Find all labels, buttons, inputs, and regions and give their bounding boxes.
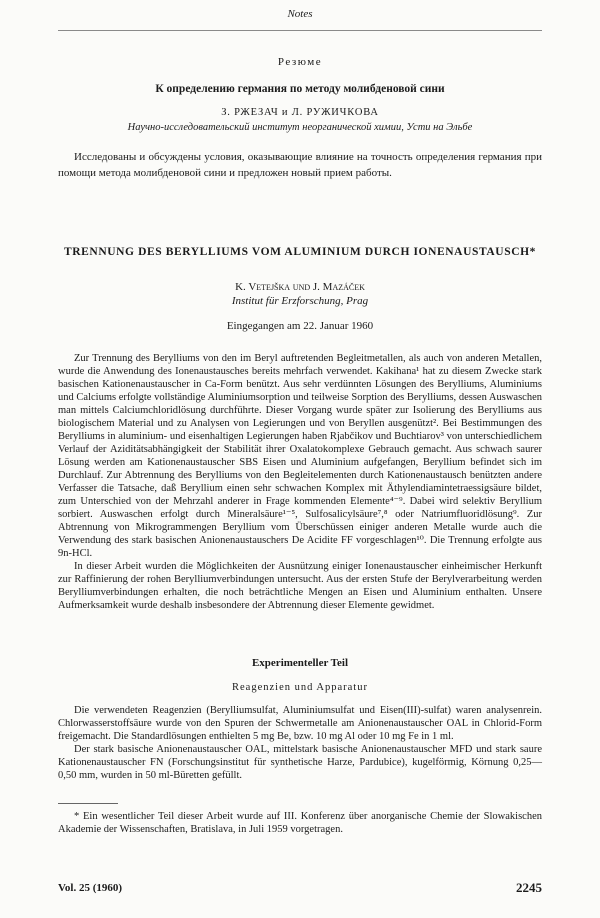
header-rule xyxy=(58,30,542,31)
body-paragraph: In dieser Arbeit wurden die Möglichkeiten der Ausnützung einiger Ionenaustauscher einheimischer Herkunft zur Raffinierung der rohen Berylliumverbindungen untersucht. Aus der ersten Stufe der Berylverarbeitung werden Berylliumverbindungen erhalten, die noch beträchtliche Mengen an Eisen und Aluminium enthalten. Unsere Aufmerksamkeit wurde deshalb insbesondere der Abtrennung dieser Elemente gewidmet. xyxy=(58,561,542,611)
article-institute: Institut für Erzforschung, Prag xyxy=(231,295,369,307)
resume-authors: З. РЖЕЗАЧ и Л. РУЖИЧКОВА xyxy=(221,107,379,118)
footnote-rule xyxy=(58,803,118,804)
article-title: TRENNUNG DES BERYLLIUMS VOM ALUMINIUM DURCH IONENAUSTAUSCH* xyxy=(63,246,537,258)
page-number: 2245 xyxy=(516,880,542,895)
subsection-heading: Reagenzien und Apparatur xyxy=(232,682,368,693)
resume-heading: Резюме xyxy=(277,56,323,68)
resume-abstract: Исследованы и обсуждены условия, оказывающие влияние на точность определения германия при помощи метода молибденовой сини и предложен новый прием работы. xyxy=(58,151,542,179)
body-paragraph: Zur Trennung des Berylliums von den im Beryl auftretenden Begleitmetallen, als auch von anderen Metallen, wurde die Anwendung des Ionenaustausches bereits mehrfach verwendet. Kakihana¹ hat zu diesem Zwecke stark basischen Kationenaustauscher in Ca-Form benützt. Aus sehr verdünnten Lösungen des Berylliums, Aluminiums und Calciums erfolgte vollständige Aluminiumsorption und teilweise Sorption des Berylliums, dessen Auswaschen man mittels Calciumchloridlösung durchführte. Dieser Vorgang wurde später zur Isolierung des Berylliums aus biologischem Material und zu Analysen von Legierungen und von Beryllen ausgenützt². Bei Bestimmungen des Berylliums in aluminium- und eisenhaltigen Legierungen haben Rjabčikov und Buchtiarov³ von unterschiedlichem Verlauf der Aziditätsabhängigkeit der Stabilität ihrer Oxalatokomplexe Gebrauch gemacht. Aus schwach saurer Lösung werden am Kationenaustauscher SBS Eisen und Aluminium aufgefangen, Beryllium befindet sich im Durchlauf. Zur Abtrennung des Berylliums von den Begleitelementen durch Kationenaustausch benützten andere Verfasser die Tatsache, daß Beryllium einen sehr schwachen Komplex mit Äthylendiamintetraessigsäure bildet, zum Unterschied von der Mehrzahl anderer in Frage kommenden Elemente⁴⁻⁹. Dabei wird selektiv Beryllium sorbiert. Auswaschen erfolgt durch Mineralsäure¹⁻⁵, Sulfosalicylsäure⁷,⁸ oder Natriumfluoridlösung⁹. Zur Abtrennung von Mikrogrammengen Beryllium vom Überschüssen einiger anderen Metalle wurde auch die Verwendung des stark basischen Anionenaustauschers De Acidite FF vorgeschlagen¹⁰. Die Trennung erfolgte aus 9n-HCl. xyxy=(58,353,542,559)
article-authors: K. Vetejška und J. Mazáček xyxy=(235,281,365,293)
resume-title: К определению германия по методу молибденовой сини xyxy=(155,83,445,95)
resume-institute: Научно-исследовательский институт неорганической химии, Усти на Эльбе xyxy=(127,122,473,133)
body-paragraph: Der stark basische Anionenaustauscher OAL, mittelstark basische Anionenaustauscher MFD und stark saure Kationenaustauscher FN (Forschungsinstitut für synthetische Harze, Pardubice), kugelförmig, Körnung 0,25—0,50 mm, wurden in 50 ml-Büretten gefüllt. xyxy=(58,744,542,781)
footnote: * Ein wesentlicher Teil dieser Arbeit wurde auf III. Konferenz über anorganische Chemie der Slowakischen Akademie der Wissenschaften, Bratislava, in Juli 1959 vorgetragen. xyxy=(58,811,542,835)
experimental-text xyxy=(58,704,542,782)
article-introduction xyxy=(58,352,542,612)
article-received-date: Eingegangen am 22. Januar 1960 xyxy=(226,320,374,332)
running-head: Notes xyxy=(287,8,313,20)
body-paragraph: Die verwendeten Reagenzien (Berylliumsulfat, Aluminiumsulfat und Eisen(III)-sulfat) waren analysenrein. Chlorwasserstoffsäure wurde von den Spuren der Schwermetalle am Anionenaustauscher OAL in Chlorid-Form freigemacht. Die Standardlösungen enthielten 5 mg Be, bzw. 10 mg Al oder 10 mg Fe in 1 ml. xyxy=(58,705,542,742)
section-heading: Experimenteller Teil xyxy=(251,657,349,669)
volume-info: Vol. 25 (1960) xyxy=(58,882,123,894)
